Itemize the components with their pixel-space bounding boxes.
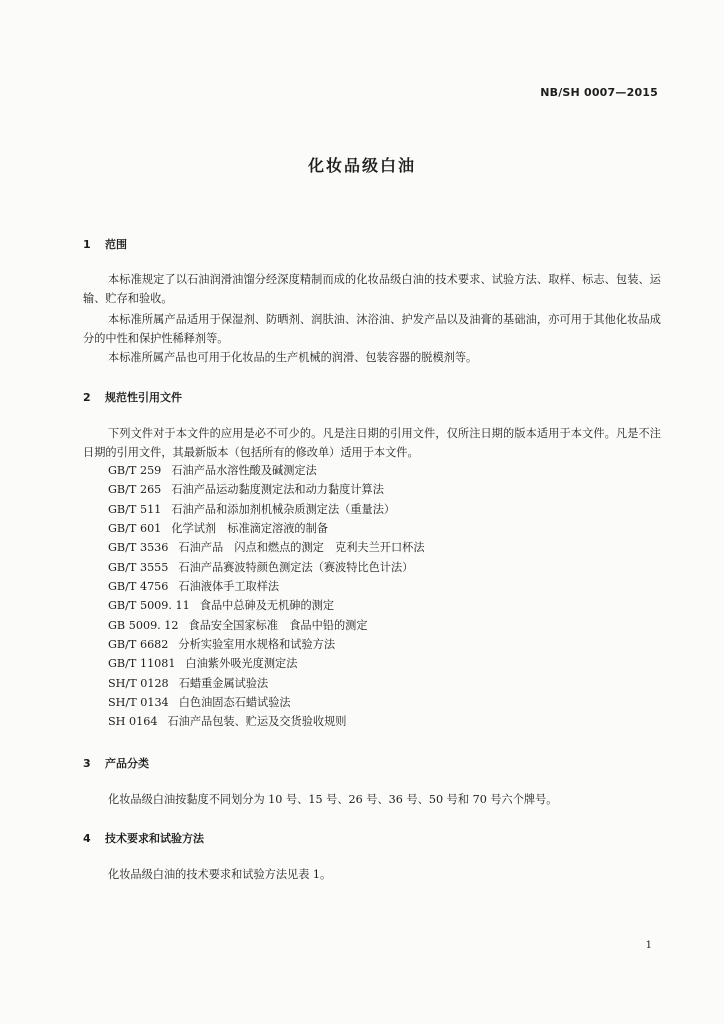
section-3-heading [83,755,149,771]
section-number: 4 [83,832,91,845]
section-title: 产品分类 [105,757,149,770]
reference-code: GB/T 601 [108,522,162,536]
reference-code: GB/T 259 [108,464,162,477]
reference-item [108,693,668,712]
reference-item [108,461,668,480]
section-3-paragraph-1: 化妆品级白油按黏度不同划分为 10 号、15 号、26 号、36 号、50 号和 70 号六个牌号。 [108,793,558,806]
reference-code: GB/T 3536 [108,541,169,555]
reference-item [108,712,668,731]
reference-code: GB/T 265 [108,483,162,497]
section-1-paragraph-1: 本标准规定了以石油润滑油馏分经深度精制而成的化妆品级白油的技术要求、试验方法、取样、标志、包装、运输、贮存和验收。 [83,273,661,305]
reference-code: GB/T 5009. 11 [108,599,190,613]
section-number: 3 [83,757,91,770]
reference-title: 石油产品赛波特颜色测定法（赛波特比色计法） [178,560,414,574]
reference-title: 石蜡重金属试验法 [178,676,269,690]
section-4-paragraph-1: 化妆品级白油的技术要求和试验方法见表 1。 [108,868,332,881]
section-1-paragraph-3: 本标准所属产品也可用于化妆品的生产机械的润滑、包装容器的脱模剂等。 [108,351,478,364]
section-4-heading [83,830,204,846]
reference-item [108,635,668,654]
reference-code: GB/T 6682 [108,638,169,652]
reference-code: GB/T 4756 [108,580,169,594]
reference-title: 石油产品包装、贮运及交货验收规则 [167,715,347,729]
reference-title: 食品安全国家标准 食品中铅的测定 [188,618,368,632]
reference-item [108,519,668,538]
reference-title: 石油产品运动黏度测定法和动力黏度计算法 [171,483,384,497]
reference-code: SH 0164 [108,715,158,729]
reference-title: 石油液体手工取样法 [178,580,280,594]
section-title: 技术要求和试验方法 [105,832,204,845]
reference-item [108,577,668,596]
reference-title: 食品中总砷及无机砷的测定 [199,599,335,613]
reference-code: GB 5009. 12 [108,618,179,632]
section-1-paragraph-2: 本标准所属产品适用于保湿剂、防晒剂、润肤油、沐浴油、护发产品以及油膏的基础油，亦可用于其他化妆品成分的中性和保护性稀释剂等。 [83,313,661,345]
section-2-paragraph-1: 下列文件对于本文件的应用是必不可少的。凡是注日期的引用文件，仅所注日期的版本适用于本文件。凡是不注日期的引用文件，其最新版本（包括所有的修改单）适用于本文件。 [83,427,661,459]
section-number: 2 [83,391,91,404]
reference-title: 石油产品水溶性酸及碱测定法 [171,464,317,477]
reference-title: 白油紫外吸光度测定法 [185,657,298,671]
reference-code: GB/T 11081 [108,657,176,671]
page-number: 1 [645,940,652,951]
reference-item [108,596,668,615]
reference-title: 石油产品 闪点和燃点的测定 克利夫兰开口杯法 [178,541,425,555]
reference-code: SH/T 0128 [108,676,169,690]
section-2-heading [83,389,182,405]
reference-title: 化学试剂 标准滴定溶液的制备 [171,522,328,536]
reference-code: SH/T 0134 [108,696,169,710]
reference-title: 白色油固态石蜡试验法 [178,696,291,710]
section-title: 规范性引用文件 [105,391,182,404]
reference-item [108,500,668,519]
reference-item [108,674,668,693]
reference-item [108,538,668,557]
reference-title: 石油产品和添加剂机械杂质测定法（重量法） [171,502,396,516]
reference-title: 分析实验室用水规格和试验方法 [178,638,336,652]
reference-item [108,654,668,673]
reference-code: GB/T 3555 [108,560,169,574]
normative-reference-list [108,461,668,732]
standard-code: NB/SH 0007—2015 [540,86,658,99]
reference-item [108,558,668,577]
section-1-heading [83,236,127,252]
reference-item [108,616,668,635]
reference-item [108,480,668,499]
section-number: 1 [83,238,91,251]
section-title: 范围 [105,238,127,251]
document-title: 化妆品级白油 [307,156,416,175]
reference-code: GB/T 511 [108,502,162,516]
